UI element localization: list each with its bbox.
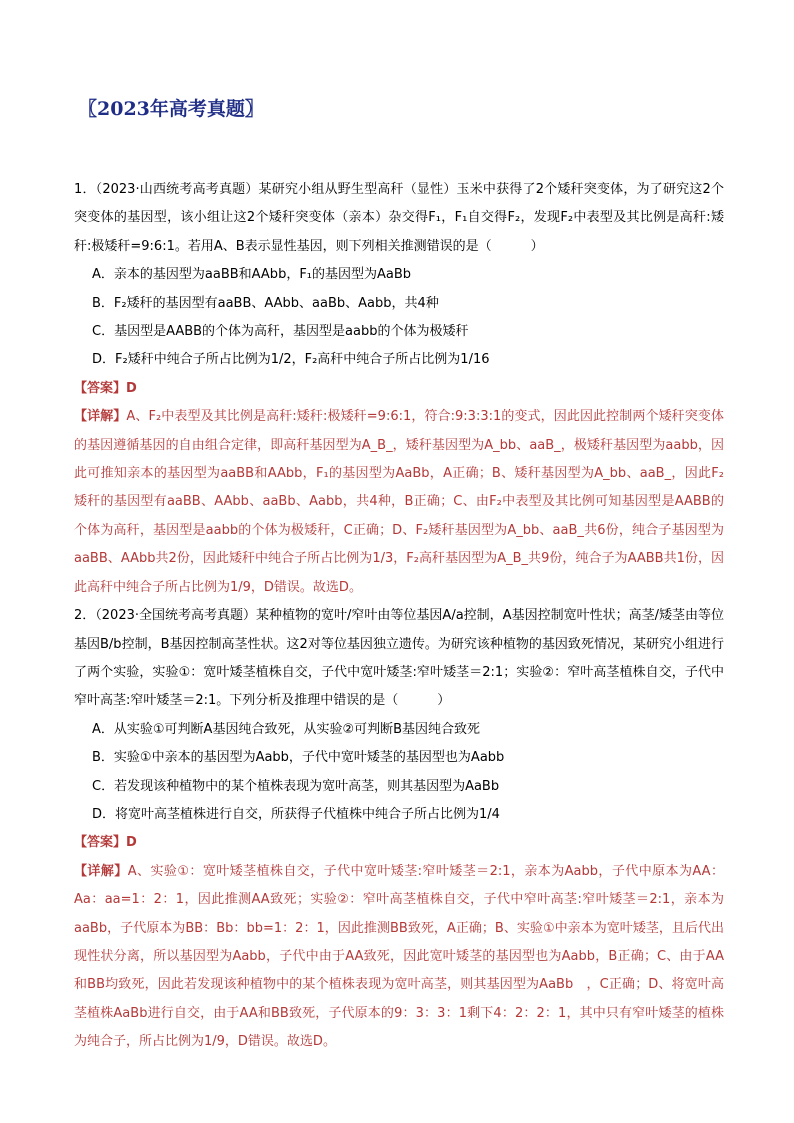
explain-text: A、实验①：宽叶矮茎植株自交，子代中宽叶矮茎:窄叶矮茎＝2:1，亲本为Aabb，子代中原本为AA：Aa：aa=1：2：1，因此推测AA致死；实验②：窄叶高茎植株自交，子代中窄叶高茎:窄叶矮茎＝2:1，亲本为aaBb，子代原本为BB：Bb：bb=1：2：1，因此推测BB致死，A正确；B、实验①中亲本为宽叶矮茎，且后代出现性状分离，所以基因型为Aabb，子代中由于AA致死，因此宽叶矮茎的基因型也为Aabb，B正确；C、由于AA和BB均致死，因此若发现该种植物中的某个植株表现为宽叶高茎，则其基因型为AaBb ，C正确；D、将宽叶高茎植株AaBb进行自交，由于AA和BB致死，子代原本的9：3：3：1剩下4：2：2：1，其中只有窄叶矮茎的植株为纯合子，所占比例为1/9，D错误。故选D。 [74,863,724,1050]
explanation [74,403,724,602]
option-d: D．将宽叶高茎植株进行自交，所获得子代植株中纯合子所占比例为1/4 [92,806,500,822]
answer-line [74,375,724,403]
question-stem: 1．（2023·山西统考高考真题）某研究小组从野生型高秆（显性）玉米中获得了2个矮秆突变体，为了研究这2个突变体的基因型，该小组让这2个矮秆突变体（亲本）杂交得F₁，F₁自交得F₂，发现F₂中表型及其比例是高秆:矮秆:极矮秆=9:6:1。若用A、B表示显性基因，则下列相关推测错误的是（ ） [74,182,724,254]
option-c: C．基因型是AABB的个体为高秆，基因型是aabb的个体为极矮秆 [92,324,469,340]
explain-text: A、F₂中表型及其比例是高秆:矮秆:极矮秆=9:6:1，符合:9:3:3:1的变式，因此因此控制两个矮秆突变体的基因遵循基因的自由组合定律，即高秆基因型为A_B_，矮秆基因型为A_bb、aaB_，极矮秆基因型为aabb，因此可推知亲本的基因型为aaBB和AAbb，F₁的基因型为AaBb，A正确；B、矮秆基因型为A_bb、aaB_，因此F₂矮秆的基因型有aaBB、AAbb、aaBb、Aabb，共4种，B正确；C、由F₂中表型及其比例可知基因型是AABB的个体为高秆，基因型是aabb的个体为极矮秆，C正确；D、F₂矮秆基因型为A_bb、aaB_共6份，纯合子基因型为aaBB、AAbb共2份，因此矮秆中纯合子所占比例为1/3，F₂高秆基因型为A_B_共9份，纯合子为AABB共1份，因此高秆中纯合子所占比例为1/9，D错误。故选D。 [74,409,724,595]
answer-label: 【答案】 [74,380,127,396]
option-b: B．实验①中亲本的基因型为Aabb，子代中宽叶矮茎的基因型也为Aabb [92,750,505,766]
section-title: 〖2023年高考真题〗 [78,98,264,120]
question-list [74,176,724,1057]
option-b: B．F₂矮秆的基因型有aaBB、AAbb、aaBb、Aabb，共4种 [92,295,439,311]
answer-label: 【答案】 [74,835,127,851]
explanation [74,858,724,1057]
explain-label: 【详解】 [74,409,127,425]
question-2 [74,602,724,1057]
option-a: A．从实验①可判断A基因纯合致死，从实验②可判断B基因纯合致死 [92,721,481,737]
answer-line [74,829,724,857]
question-stem: 2．（2023·全国统考高考真题）某种植物的宽叶/窄叶由等位基因A/a控制，A基因控制宽叶性状；高茎/矮茎由等位基因B/b控制，B基因控制高茎性状。这2对等位基因独立遗传。为研究该种植物的基因致死情况，某研究小组进行了两个实验，实验①：宽叶矮茎植株自交，子代中宽叶矮茎:窄叶矮茎＝2:1；实验②：窄叶高茎植株自交，子代中窄叶高茎:窄叶矮茎＝2:1。下列分析及推理中错误的是（ ） [74,608,724,709]
option-d: D．F₂矮秆中纯合子所占比例为1/2，F₂高秆中纯合子所占比例为1/16 [92,352,490,368]
option-c: C．若发现该种植物中的某个植株表现为宽叶高茎，则其基因型为AaBb [92,778,500,794]
question-1 [74,176,724,602]
answer-value: D [126,380,137,396]
answer-value: D [126,835,137,851]
explain-label: 【详解】 [74,863,128,879]
option-a: A．亲本的基因型为aaBB和AAbb，F₁的基因型为AaBb [92,267,412,283]
